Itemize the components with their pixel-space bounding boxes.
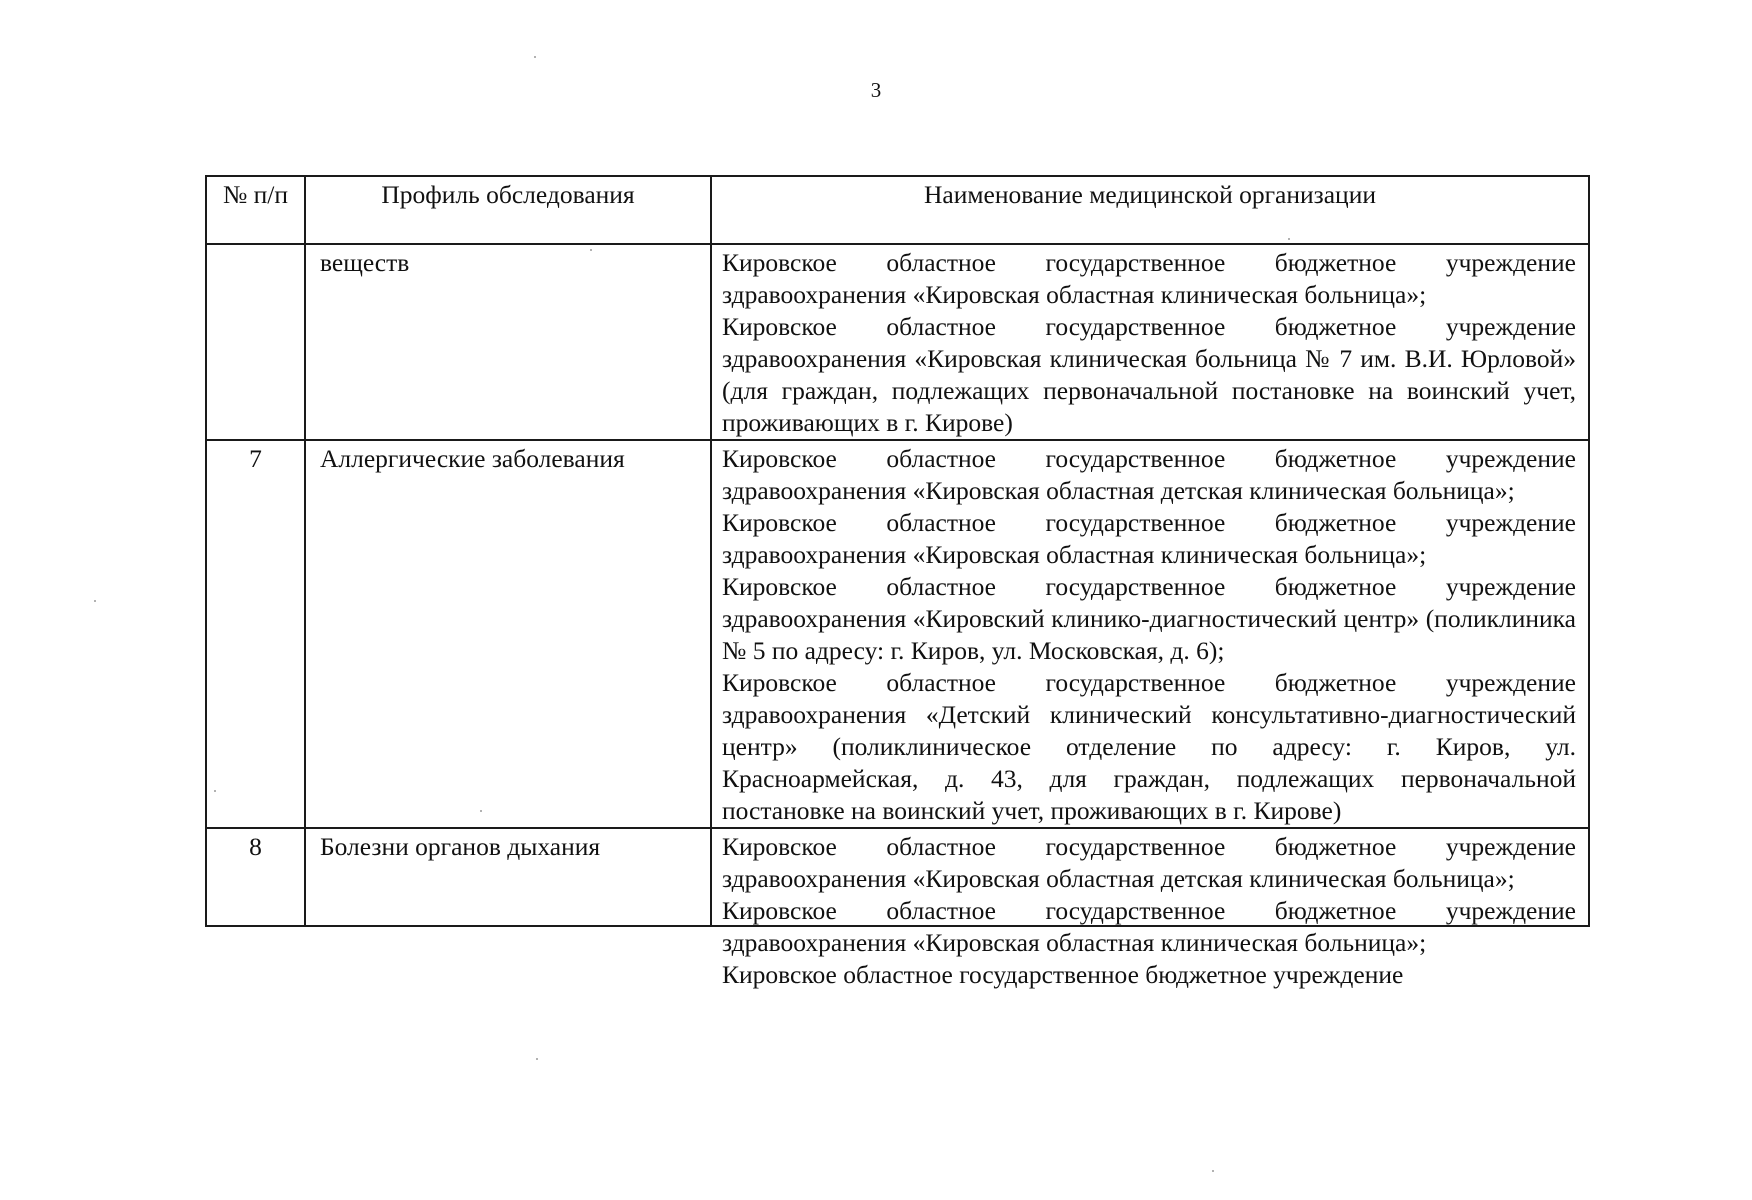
organization-entry: Кировское областное государственное бюджетное учреждение здравоохранения «Кировский клинико-диагностический центр» (поликлиника № 5 по адресу: г. Киров, ул. Московская, д. 6);	[722, 572, 1576, 665]
organization-entry: Кировское областное государственное бюджетное учреждение здравоохранения «Кировская областная клиническая больница»;	[722, 248, 1576, 309]
row-number: 8	[206, 828, 305, 926]
row-organizations	[711, 440, 1589, 828]
table-header-row	[206, 176, 1589, 244]
scan-speck	[94, 600, 96, 602]
table-row	[206, 440, 1589, 828]
table-row	[206, 828, 1589, 926]
organization-entry: Кировское областное государственное бюджетное учреждение здравоохранения «Кировская областная клиническая больница»;	[722, 896, 1576, 957]
organization-entry: Кировское областное государственное бюджетное учреждение здравоохранения «Кировская областная детская клиническая больница»;	[722, 832, 1576, 893]
organization-entry: Кировское областное государственное бюджетное учреждение	[722, 960, 1404, 989]
medical-organizations-table	[205, 175, 1590, 989]
organization-entry: Кировское областное государственное бюджетное учреждение здравоохранения «Кировская областная клиническая больница»;	[722, 508, 1576, 569]
row-profile: Аллергические заболевания	[305, 440, 711, 828]
organization-entry: Кировское областное государственное бюджетное учреждение здравоохранения «Детский клинический консультативно-диагностический центр» (поликлиническое отделение по адресу: г. Киров, ул. Красноармейская, д. 43, для граждан, подлежащих первоначальной постановке на воинский учет, проживающих в г. Кирове)	[722, 668, 1576, 825]
organizations-continued	[722, 831, 1576, 989]
row-organizations	[711, 828, 1589, 989]
scan-speck	[536, 1058, 538, 1060]
organization-entry: Кировское областное государственное бюджетное учреждение здравоохранения «Кировская областная детская клиническая больница»;	[722, 444, 1576, 505]
page-number: 3	[870, 78, 882, 102]
table-row	[206, 244, 1589, 440]
row-number	[206, 244, 305, 440]
scan-speck	[534, 56, 536, 58]
scan-speck	[1212, 1170, 1214, 1172]
header-organization: Наименование медицинской организации	[711, 176, 1589, 244]
row-number: 7	[206, 440, 305, 828]
header-number: № п/п	[206, 176, 305, 244]
header-profile: Профиль обследования	[305, 176, 711, 244]
row-profile: веществ	[305, 244, 711, 440]
row-organizations	[711, 244, 1589, 440]
row-profile: Болезни органов дыхания	[305, 828, 711, 926]
organization-entry: Кировское областное государственное бюджетное учреждение здравоохранения «Кировская клиническая больница № 7 им. В.И. Юрловой» (для граждан, подлежащих первоначальной постановке на воинский учет, проживающих в г. Кирове)	[722, 312, 1576, 437]
